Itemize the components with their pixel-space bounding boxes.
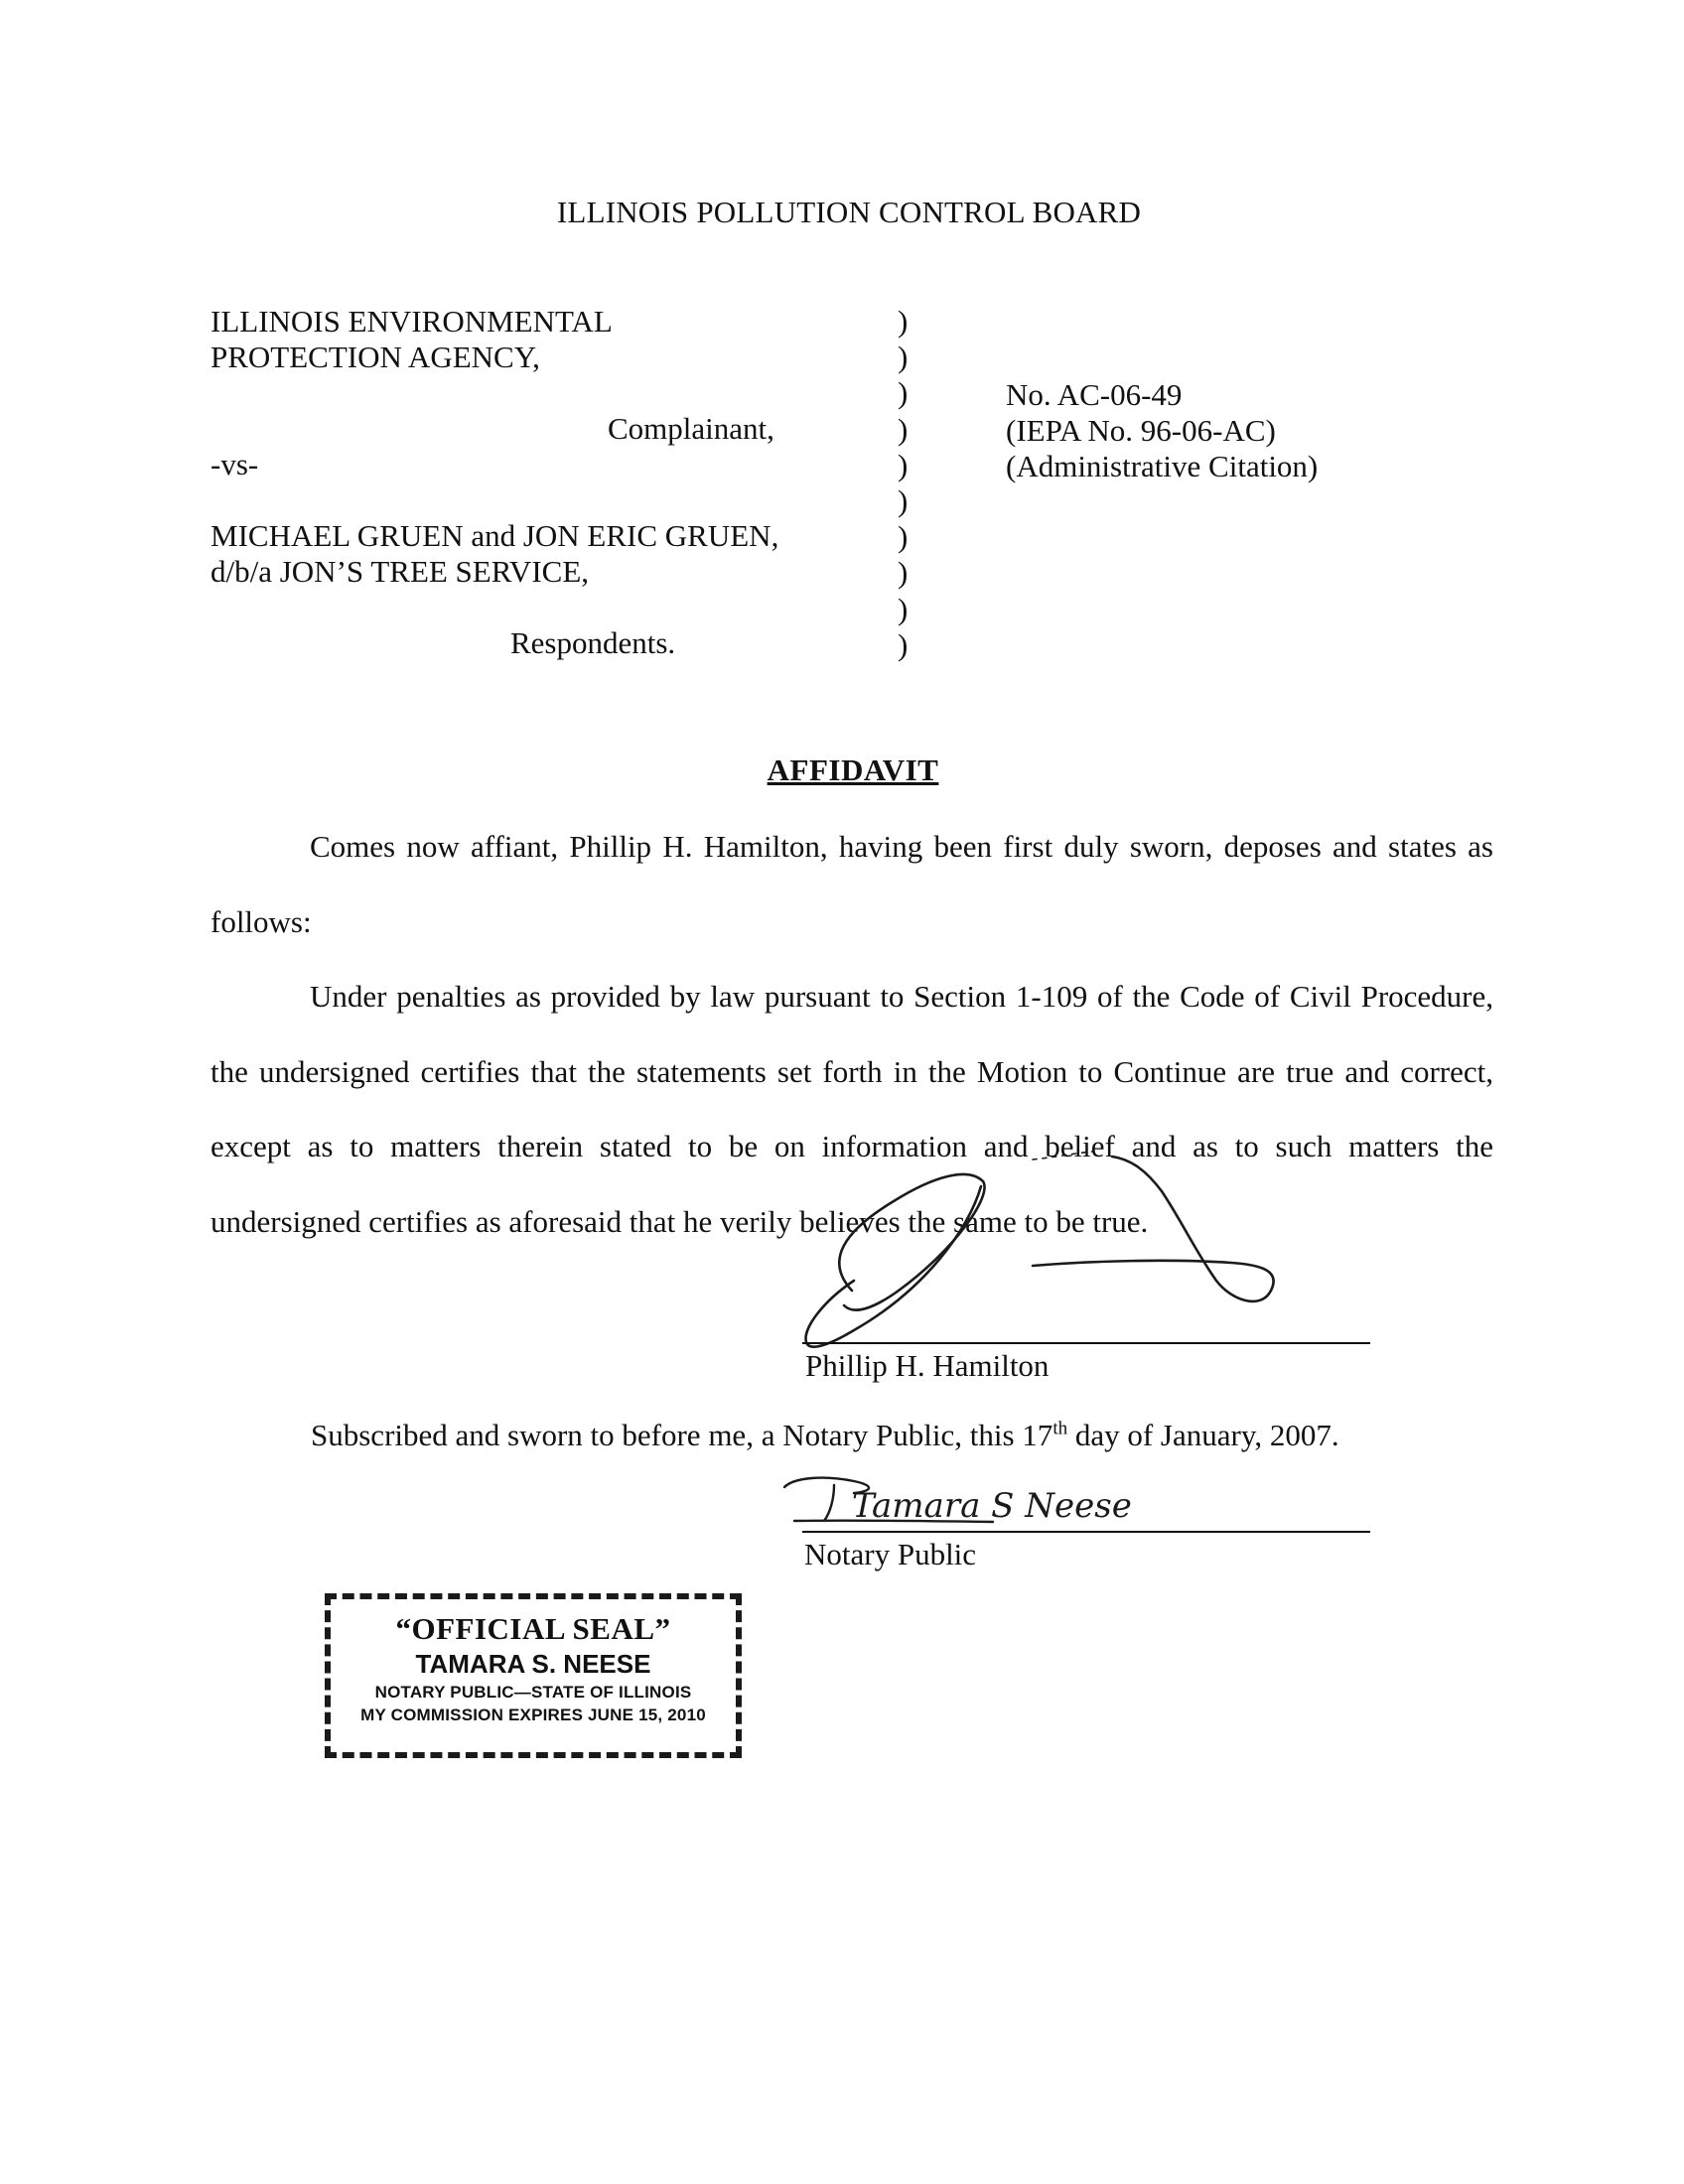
board-title: ILLINOIS POLLUTION CONTROL BOARD — [556, 195, 1142, 229]
caption-bracket — [898, 304, 908, 663]
jurat-ordinal: th — [1052, 1418, 1068, 1439]
caption-paren: ) — [898, 340, 909, 375]
body-paragraph-2 — [210, 959, 1493, 1259]
caption-paren: ) — [898, 555, 909, 591]
paragraph-text: Under penalties as provided by law pursuant to Section 1-109 of the Code of Civil Procedure, the undersigned certifies that the statements set forth in the Motion to Continue are true and correct, except as to matters therein stated to be on information and belief and as to such matters the undersigned certifies as aforesaid that he verily believes the same to be true. — [210, 979, 1493, 1239]
caption-paren: ) — [898, 626, 909, 662]
caption-paren: ) — [898, 447, 909, 482]
jurat-statement — [311, 1418, 1339, 1453]
complainant-name-line1: ILLINOIS ENVIRONMENTAL — [210, 304, 613, 339]
paragraph-text: Comes now affiant, Phillip H. Hamilton, having been first duly sworn, deposes and states as follows: — [210, 829, 1493, 939]
caption-paren: ) — [898, 375, 909, 411]
seal-title: “OFFICIAL SEAL” — [395, 1611, 671, 1646]
caption-paren: ) — [898, 411, 909, 447]
respondent-role: Respondents. — [510, 625, 676, 660]
body-paragraph-1 — [210, 809, 1493, 959]
seal-expiration-line: MY COMMISSION EXPIRES JUNE 15, 2010 — [360, 1706, 706, 1724]
case-caption-parties — [210, 304, 846, 661]
jurat-suffix: day of January, 2007. — [1067, 1418, 1339, 1452]
case-number: No. AC-06-49 — [1006, 377, 1183, 412]
affiant-signature-line — [802, 1342, 1370, 1344]
notary-label: Notary Public — [804, 1537, 977, 1571]
notary-signature-line — [802, 1531, 1370, 1533]
complainant-name-line2: PROTECTION AGENCY, — [210, 340, 540, 374]
official-seal-stamp — [325, 1593, 742, 1758]
notary-signature — [784, 1478, 1132, 1526]
jurat-prefix: Subscribed and sworn to before me, a Notary Public, this 17 — [311, 1418, 1053, 1452]
complainant-role: Complainant, — [608, 411, 774, 446]
iepa-number: (IEPA No. 96-06-AC) — [1006, 413, 1276, 448]
caption-paren: ) — [898, 591, 909, 626]
seal-state-line: NOTARY PUBLIC—STATE OF ILLINOIS — [374, 1683, 692, 1702]
caption-paren: ) — [898, 304, 909, 339]
respondent-name-line2: d/b/a JON’S TREE SERVICE, — [210, 554, 590, 589]
caption-paren: ) — [898, 482, 909, 518]
document-heading: AFFIDAVIT — [767, 752, 939, 787]
respondent-name-line1: MICHAEL GRUEN and JON ERIC GRUEN, — [210, 518, 779, 553]
seal-notary-name: TAMARA S. NEESE — [415, 1649, 651, 1679]
versus-label: -vs- — [210, 447, 259, 481]
affiant-name: Phillip H. Hamilton — [805, 1348, 1050, 1383]
notary-signature-text: Tamara S Neese — [852, 1486, 1132, 1526]
caption-paren: ) — [898, 519, 909, 555]
case-number-block — [1006, 377, 1318, 484]
citation-type: (Administrative Citation) — [1006, 449, 1319, 483]
